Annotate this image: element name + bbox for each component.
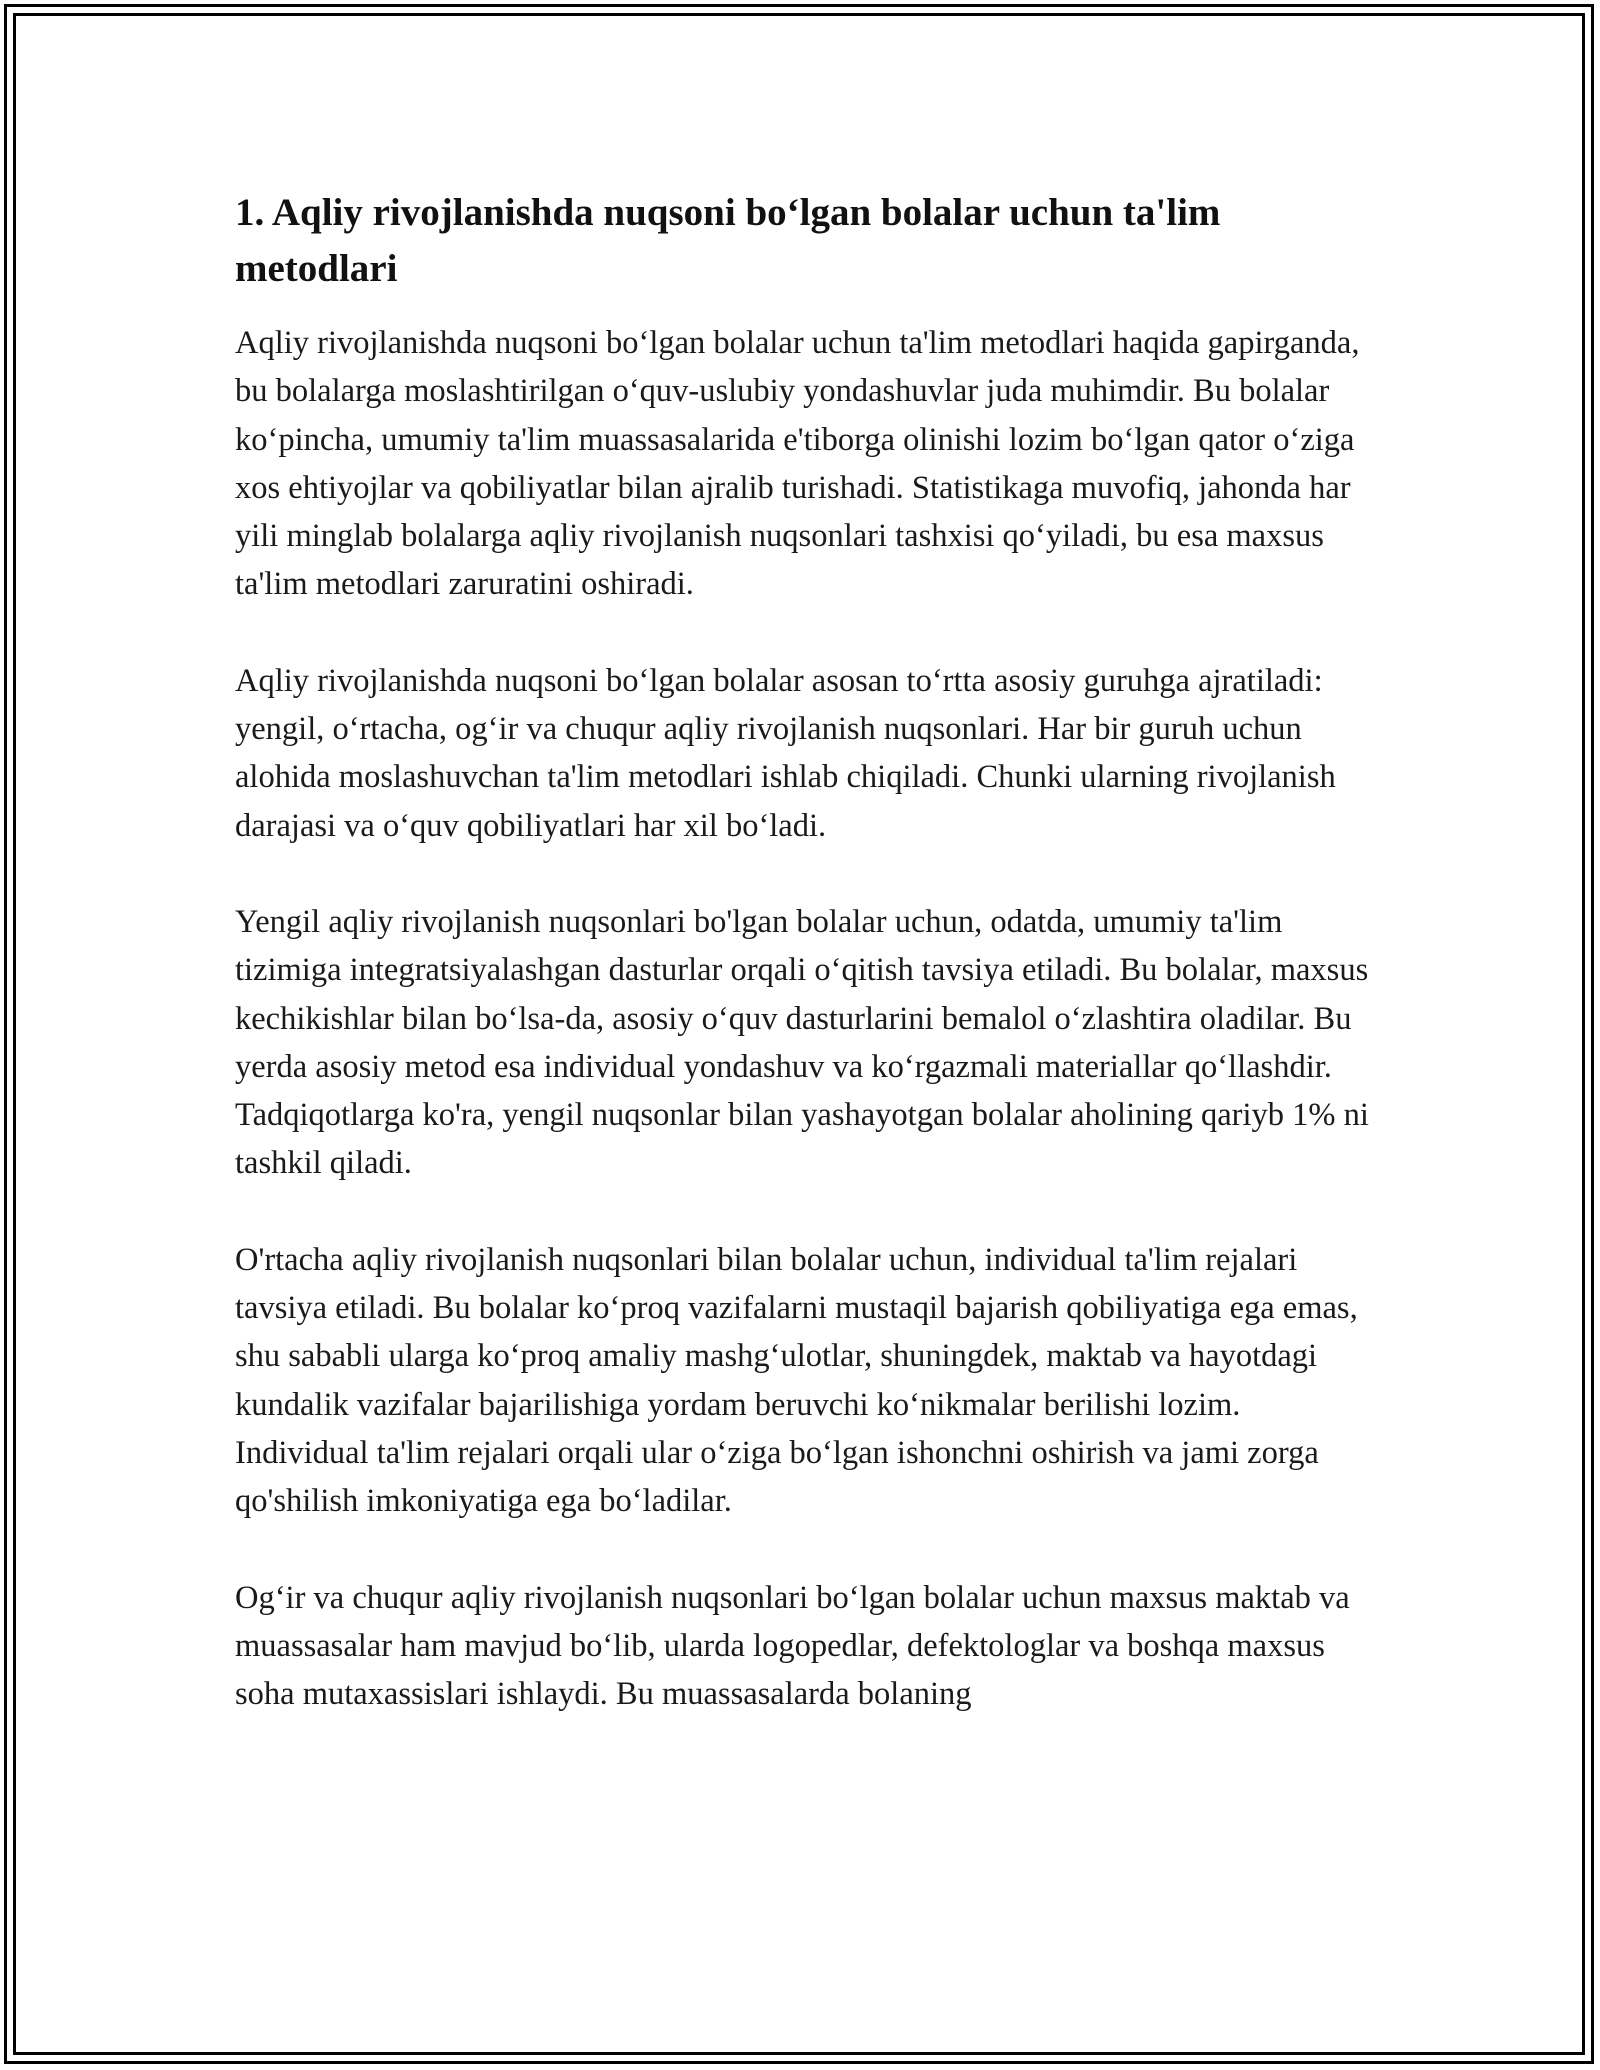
- paragraph-2: Aqliy rivojlanishda nuqsoni bo‘lgan bolalar asosan to‘rtta asosiy guruhga ajratiladi: yengil, o‘rtacha, og‘ir va chuqur aqliy rivojlanish nuqsonlari. Har bir guruh uchun alohida moslashuvchan ta'lim metodlari ishlab chiqiladi. Chunki ularning rivojlanish darajasi va o‘quv qobiliyatlari har xil bo‘ladi.: [235, 662, 1336, 844]
- paragraph-4: O'rtacha aqliy rivojlanish nuqsonlari bilan bolalar uchun, individual ta'lim rejalari tavsiya etiladi. Bu bolalar ko‘proq vazifalarni mustaqil bajarish qobiliyatiga ega emas, shu sababli ularga ko‘proq amaliy mashg‘ulotlar, shuningdek, maktab va hayotdagi kundalik vazifalar bajarilishiga yordam beruvchi ko‘nikmalar berilishi lozim. Individual ta'lim rejalari orqali ular o‘ziga bo‘lgan ishonchni oshirish va jami zorga qo'shilish imkoniyatiga ega bo‘ladilar.: [235, 1241, 1358, 1520]
- paragraph-1: Aqliy rivojlanishda nuqsoni bo‘lgan bolalar uchun ta'lim metodlari haqida gapirganda, bu bolalarga moslashtirilgan o‘quv-uslubiy yondashuvlar juda muhimdir. Bu bolalar ko‘pincha, umumiy ta'lim muassasalarida e'tiborga olinishi lozim bo‘lgan qator o‘ziga xos ehtiyojlar va qobiliyatlar bilan ajralib turishadi. Statistikaga muvofiq, jahonda har yili minglab bolalarga aqliy rivojlanish nuqsonlari tashxisi qo‘yiladi, bu esa maxsus ta'lim metodlari zaruratini oshiradi.: [235, 325, 1360, 603]
- document-body: [235, 185, 1375, 1766]
- paragraph-5: Og‘ir va chuqur aqliy rivojlanish nuqsonlari bo‘lgan bolalar uchun maxsus maktab va muassasalar ham mavjud bo‘lib, ularda logopedlar, defektologlar va boshqa maxsus soha mutaxassislari ishlaydi. Bu muassasalarda bolaning: [235, 1579, 1350, 1713]
- section-heading: 1. Aqliy rivojlanishda nuqsoni bo‘lgan bolalar uchun ta'lim metodlari: [235, 191, 1221, 290]
- paragraph-3: Yengil aqliy rivojlanish nuqsonlari bo'lgan bolalar uchun, odatda, umumiy ta'lim tizimiga integratsiyalashgan dasturlar orqali o‘qitish tavsiya etiladi. Bu bolalar, maxsus kechikishlar bilan bo‘lsa-da, asosiy o‘quv dasturlarini bemalol o‘zlashtira oladilar. Bu yerda asosiy metod esa individual yondashuv va ko‘rgazmali materiallar qo‘llashdir. Tadqiqotlarga ko'ra, yengil nuqsonlar bilan yashayotgan bolalar aholining qariyb 1% ni tashkil qiladi.: [235, 903, 1369, 1182]
